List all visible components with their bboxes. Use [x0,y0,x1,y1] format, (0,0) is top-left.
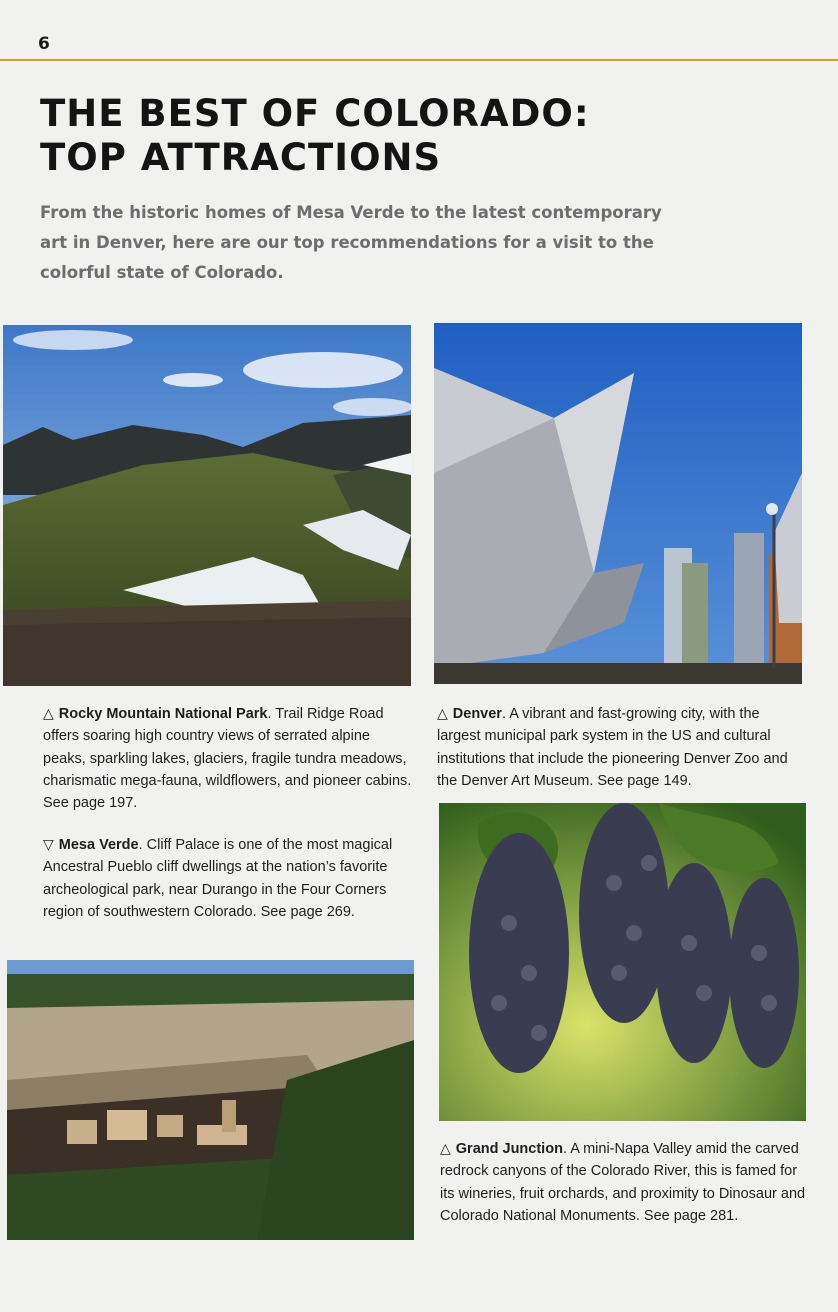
title-line-2: TOP ATTRACTIONS [40,136,442,179]
up-triangle-icon: △ [43,705,54,721]
caption-grand-junction [440,1137,812,1227]
attraction-name: Rocky Mountain National Park [58,706,268,722]
page-title [40,92,590,180]
up-triangle-icon: △ [440,1140,451,1156]
grapes-photo [439,803,806,1121]
intro-text: From the historic homes of Mesa Verde to the latest contemporary art in Denver, here are our top recommendations for a visit to the colorful state of Colorado. [40,203,662,282]
attraction-description: . Trail Ridge Road offers soaring high country views of serrated alpine peaks, sparkling lakes, glaciers, fragile tundra meadows, charismatic mega-fauna, wildflowers, and pioneer cabins. See page 197. [43,706,412,812]
attraction-name: Denver [452,706,502,722]
art-museum-photo [434,323,802,684]
attraction-name: Mesa Verde [58,837,139,853]
caption-rocky-mountain [43,702,413,814]
title-line-1: THE BEST OF COLORADO: [40,92,590,135]
header-rule [0,59,838,61]
cliff-dwelling-photo [7,960,414,1240]
page-number: 6 [38,34,50,54]
up-triangle-icon: △ [437,705,448,721]
attraction-description: . Cliff Palace is one of the most magical Ancestral Pueblo cliff dwellings at the nation’s favorite archeological park, near Durango in the Four Corners region of southwestern Colorado. See page 269. [43,837,393,920]
mountain-tundra-photo [3,325,411,686]
caption-mesa-verde [43,833,413,923]
attraction-description: . A vibrant and fast-growing city, with the largest municipal park system in the US and cultural institutions that include the pioneering Denver Zoo and the Denver Art Museum. See page 149. [437,706,788,789]
attraction-description: . A mini-Napa Valley amid the carved redrock canyons of the Colorado River, this is famed for its wineries, fruit orchards, and proximity to Dinosaur and Colorado National Monuments. See page 281. [440,1141,806,1224]
attraction-name: Grand Junction [455,1141,563,1157]
down-triangle-icon: ▽ [43,836,54,852]
caption-denver [437,702,805,792]
